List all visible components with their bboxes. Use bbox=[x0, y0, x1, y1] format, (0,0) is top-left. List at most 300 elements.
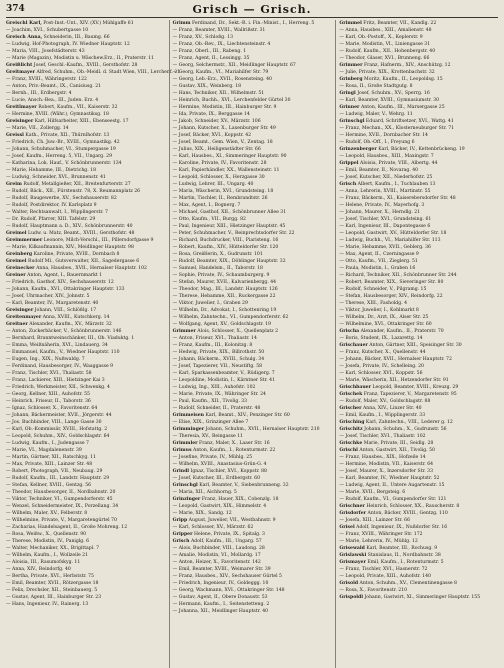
directory-entry bbox=[6, 202, 165, 209]
entry-details: Aloisia, Private, VIII., Albertg. 44 bbox=[360, 161, 438, 166]
directory-entry bbox=[339, 104, 498, 111]
entry-details: Ferdinand, Dr., Sekt.-R. i. Fin.-Minist., I., Herreng. 5 bbox=[191, 21, 315, 26]
directory-entry bbox=[339, 363, 498, 370]
directory-entry bbox=[339, 440, 498, 447]
entry-details: Anton, Bäcker, XVIII., Gentzg. 110 bbox=[367, 511, 448, 516]
entry-details: — Wilhelm, XVIII., Anastasius-Grün-G. 4 bbox=[172, 462, 267, 467]
entry-details: — Anton, Heizer, X., Favoritenstr. 142 bbox=[172, 560, 261, 565]
entry-details: — Marie, VII., Zollergg. 14 bbox=[6, 126, 69, 131]
directory-entry bbox=[173, 167, 332, 174]
directory-entry bbox=[173, 41, 332, 48]
entry-details: — Josef, Bäcker, XVI., Koppstr. 42 bbox=[172, 133, 252, 138]
directory-entry bbox=[173, 321, 332, 328]
entry-details: — Robert, Kaufm., XIV., Hütteldorfer Str. 120 bbox=[172, 245, 279, 250]
entry-details: — Anna, Hausbes., XIII., Amalienstr. 48 bbox=[339, 28, 432, 33]
directory-entry bbox=[173, 132, 332, 139]
entry-details: — Franz, Bäckerm., XI., Kaiserebersdorfer Str. 48 bbox=[339, 196, 456, 201]
directory-entry bbox=[173, 510, 332, 517]
entry-details: — Boris, Student, IX., Lazarettg. 14 bbox=[339, 336, 423, 341]
entry-details: — Emil, Beamter, XVII., Rötzergasse 18 bbox=[6, 581, 99, 586]
entry-surname: Grinzenberger bbox=[339, 147, 377, 152]
directory-entry bbox=[173, 363, 332, 370]
entry-details: — Georg, Kaufm., VI., Mariahilfer Str. 79 bbox=[172, 70, 269, 75]
entry-details: — Leopold, Private, XIII., Auhofstr. 140 bbox=[339, 574, 431, 579]
entry-surname: Grismayer bbox=[339, 560, 366, 565]
entry-details: — Josefa, Private, IV., Schelleing. 20 bbox=[339, 364, 424, 369]
entry-details: — Max, Agent, II., Czerningasse 9 bbox=[339, 252, 419, 257]
entry-details: — Ludwig, Schneider, XVI., Brunnenstr. 41 bbox=[6, 175, 106, 180]
entry-details: — Bertha, Private, XVI., Herbststr. 75 bbox=[6, 574, 94, 579]
directory-entry bbox=[173, 594, 332, 601]
entry-details: — Therese, Modistin, IV., Paniglg. 6 bbox=[6, 539, 90, 544]
directory-entry bbox=[173, 48, 332, 55]
directory-entry bbox=[173, 405, 332, 412]
entry-details: — Maria, XII., Aichhorng. 5 bbox=[172, 490, 237, 495]
entry-details: — Marie, Wäscherin, XII., Hetzendorfer Str. 91 bbox=[339, 378, 449, 383]
entry-details: Anna, XVIII., Kutschkerg. 14 bbox=[42, 315, 110, 320]
directory-entry bbox=[173, 202, 332, 209]
entry-surname: Greitlmayer bbox=[6, 105, 37, 110]
directory-entry bbox=[173, 195, 332, 202]
entry-details: Anton, Kaufm., III., Marxergasse 25 bbox=[360, 105, 445, 110]
directory-entry bbox=[6, 230, 165, 237]
entry-details: — Franz, Hausbes., XIV., Sechshauser Gürtel 5 bbox=[172, 574, 282, 579]
column-right bbox=[335, 20, 498, 668]
entry-details: — Viktor, Techniker, VI., Gumpendorferstr. 45 bbox=[6, 497, 113, 502]
directory-entry bbox=[339, 55, 498, 62]
directory-entry bbox=[339, 356, 498, 363]
entry-details: — Friedrich, Werkmeister, XII., Schwenkg. 4 bbox=[6, 385, 110, 390]
entry-details: — Max, Private, XIII., Lainzer Str. 48 bbox=[6, 462, 93, 467]
entry-surname: Greimel bbox=[6, 231, 27, 236]
entry-details: — Leopoldine, Modistin, I., Kärntner Str. 41 bbox=[172, 378, 276, 383]
directory-entry bbox=[339, 202, 498, 209]
directory-entry bbox=[6, 545, 165, 552]
entry-details: — Franz, Kutscher, X., Quellenstr. 44 bbox=[339, 350, 426, 355]
directory-entry bbox=[339, 293, 498, 300]
entry-details: — Marie, Lehrerin, IV., Mühlg. 12 bbox=[339, 539, 418, 544]
directory-entry bbox=[6, 216, 165, 223]
entry-surname: Grischek bbox=[339, 392, 363, 397]
entry-surname: Greisch Anna, bbox=[6, 35, 43, 40]
entry-details: — Ida, Private, IX., Berggasse 14 bbox=[172, 112, 250, 117]
entry-details: — Rudolf, Maler, XV., Goldschlagstr. 88 bbox=[339, 399, 431, 404]
directory-entry bbox=[339, 552, 498, 559]
directory-entry bbox=[173, 300, 332, 307]
directory-entry bbox=[6, 76, 165, 83]
entry-details: — Rosa, X., Favoritenstr. 210 bbox=[339, 588, 408, 593]
entry-details: — Johann, Maurer, X., Herndlg. 21 bbox=[339, 210, 421, 215]
entry-surname: Greim bbox=[6, 182, 22, 187]
directory-entry bbox=[173, 538, 332, 545]
entry-surname: Grimmer bbox=[172, 329, 196, 334]
directory-entry bbox=[173, 503, 332, 510]
entry-details: Karl, Beamt., XIV., Penzinger Str. 60 bbox=[205, 413, 290, 418]
directory-entry bbox=[173, 433, 332, 440]
entry-details: — Theodor, Hausbesorger, II., Nordbahnstr. 20 bbox=[6, 490, 116, 495]
entry-details: — Joachim, XVI., Schubertgasse 10 bbox=[6, 28, 89, 33]
directory-entry bbox=[173, 559, 332, 566]
directory-entry bbox=[339, 566, 498, 573]
entry-details: — Hedwig, Private, XIX., Billrothstr. 50 bbox=[172, 350, 265, 355]
entry-details: — Johann, Kaufm., XVI., Ottakringer Hauptstr. 133 bbox=[6, 287, 125, 292]
entry-details: Karl, Beamter, III., Rochusg. 9 bbox=[366, 546, 438, 551]
entry-details: Franz, Hafnerm., XIV., Anschützg. 12 bbox=[363, 63, 451, 68]
entry-details: — Wilhelm, Dr., Arzt, IX., Alser Str. 25 bbox=[339, 315, 429, 320]
entry-details: Josef, Geschl.-Kaufm., XVIII., Gersthofstr. 28 bbox=[33, 63, 138, 68]
directory-entry bbox=[173, 62, 332, 69]
running-head: Grisch — Grisch. bbox=[192, 3, 312, 16]
directory-entry bbox=[173, 482, 332, 489]
entry-details: — Marie, Kilkaufmannin, XIV., Meidlinger Hauptstr. 98 bbox=[6, 245, 134, 250]
entry-details: — Katharina, Lok. Hauf., V. Schönbrunnerstr. 134 bbox=[6, 161, 122, 166]
entry-details: — Rudolf, Baugewerbe, XV., Sechshauserstr. 82 bbox=[6, 196, 117, 201]
entry-details: — Johann, Kutscher, X., Laxenburger Str. 49 bbox=[172, 126, 276, 131]
entry-surname: Greißlicht bbox=[6, 63, 33, 68]
entry-details: — Leopold, Hausbes., XIII., Maxingstr. 7 bbox=[339, 154, 434, 159]
entry-surname: Grischer bbox=[339, 406, 362, 411]
entry-details: — Emil, Beamter, II., Novarag. 40 bbox=[339, 168, 419, 173]
entry-details: — Karl, Beamter, IV., Wiedner Hauptstr. 52 bbox=[339, 476, 440, 481]
directory-entry bbox=[173, 272, 332, 279]
directory-entry bbox=[173, 251, 332, 258]
directory-entry bbox=[339, 405, 498, 412]
entry-details: — Franz, XVIII., Währingerstr. 122 bbox=[6, 77, 87, 82]
entry-details: — Marie (Magazin), Modistin u. Wäschew.Erz., II., Praterstr. 11 bbox=[6, 56, 154, 61]
directory-entry bbox=[6, 391, 165, 398]
directory-entry bbox=[339, 132, 498, 139]
entry-details: Josef, Schuhm., XV., Sperrg. 16 bbox=[357, 91, 430, 96]
directory-entry bbox=[6, 265, 165, 272]
directory-entry bbox=[173, 90, 332, 97]
directory-entry bbox=[173, 419, 332, 426]
directory-entry bbox=[6, 489, 165, 496]
entry-details: — Franz, Lackierer, XIII., Hietzinger Kai 3 bbox=[6, 378, 105, 383]
entry-details: — Marie, XIX., Sandg. 12 bbox=[172, 511, 232, 516]
entry-details: — Rudolf, Kaufm., VI., Gumpendorfer Str. 121 bbox=[339, 497, 447, 502]
directory-entry bbox=[173, 27, 332, 34]
directory-entry bbox=[173, 111, 332, 118]
entry-details: — Franz, Mechan., XX., Klosterneuburger Str. 71 bbox=[339, 126, 455, 131]
entry-details: — Robert, Beamter, XIX., Sieveringer Str. 80 bbox=[339, 280, 444, 285]
directory-entry bbox=[6, 188, 165, 195]
entry-details: — Rudolf, Beamter, XIX., Döblinger Hauptstr. 32 bbox=[172, 259, 286, 264]
entry-details: — Otto, Kaufm., VII., Zieglerg. 51 bbox=[339, 259, 418, 264]
directory-entry bbox=[173, 258, 332, 265]
directory-entry bbox=[173, 461, 332, 468]
entry-details: Eduard, Schriftsetzer, XVI., Wattg. 41 bbox=[365, 119, 454, 124]
entry-surname: Grinzinger bbox=[172, 497, 201, 502]
entry-details: — Wilhelmine, Private, V., Margaretengürtel 70 bbox=[6, 518, 117, 523]
entry-surname: Grimmer bbox=[339, 63, 363, 68]
directory-entry bbox=[173, 20, 332, 27]
entry-surname: Grinberg bbox=[339, 77, 363, 82]
entry-details: — Rudolf, Bäck., XII., Fürstenstr. 78, X. Reumannplatz 26 bbox=[6, 189, 141, 194]
entry-details: — Leopold, Gastwirt, XIX., Himmelstr. 4 bbox=[172, 504, 267, 509]
directory-entry bbox=[339, 265, 498, 272]
directory-entry bbox=[339, 62, 498, 69]
entry-surname: Grinschgl bbox=[172, 483, 198, 488]
directory-entry bbox=[6, 181, 165, 188]
entry-details: — Karl, Hausbes., XI., Simmeringer Hauptstr. 90 bbox=[172, 154, 287, 159]
entry-details: — Marie, VI., Magdalenenstr. 39 bbox=[6, 448, 82, 453]
directory-entry bbox=[6, 104, 165, 111]
directory-entry bbox=[339, 489, 498, 496]
directory-entry bbox=[339, 195, 498, 202]
directory-entry bbox=[6, 552, 165, 559]
directory-entry bbox=[339, 475, 498, 482]
entry-details: — Viktor, Juwelier, I., Graben 29 bbox=[172, 301, 248, 306]
entry-details: — Theresia, XV., Beingasse 11 bbox=[172, 434, 243, 439]
directory-entry bbox=[6, 237, 165, 244]
entry-details: Rudolf Ml., Gutsverwalter, XII., Sagedergasse 6 bbox=[28, 259, 140, 264]
entry-details: — Anton, Friseur, XVI., Thaliastr. 14 bbox=[172, 336, 257, 341]
entry-details: — Bernhard, Branntweinschänker, III., Ob. Viaduktg. 1 bbox=[6, 336, 135, 341]
entry-details: — Hans, Techniker, XII., Wilhelmstr. 51 bbox=[172, 91, 265, 96]
directory-entry bbox=[6, 510, 165, 517]
directory-entry bbox=[173, 496, 332, 503]
entry-details: Leonore, Milch-Verschl., III., Pillersdorfgasse 9 bbox=[43, 238, 154, 243]
entry-details: — Franz, Beamter, XVIII., Wallrißstr. 31 bbox=[172, 28, 266, 33]
entry-details: — Josef, Kutscher, III., Erdbergstr. 60 bbox=[172, 476, 260, 481]
directory-entry bbox=[6, 111, 165, 118]
entry-surname: Greitmayer bbox=[6, 70, 35, 75]
entry-surname: Greischl Karl, bbox=[6, 21, 42, 26]
directory-entry bbox=[339, 146, 498, 153]
entry-details: — Ludwig, Ing., XIII., Auhofstr. 102 bbox=[172, 385, 256, 390]
entry-details: — Franz, Ob.-Rev., IX., Liechtensteinstr. 4 bbox=[172, 42, 271, 47]
entry-details: — Rosa, Weißw., X., Quellenstr. 90 bbox=[6, 532, 87, 537]
directory-entry bbox=[6, 97, 165, 104]
directory-entry bbox=[173, 216, 332, 223]
entry-details: Kath., Private, XII., Thürnlhofstr. 13 bbox=[25, 133, 110, 138]
directory-entry bbox=[6, 314, 165, 321]
entry-details: — Ludwig, Buchh., VI., Mariahilfer Str. 113 bbox=[339, 238, 441, 243]
directory-entry bbox=[173, 265, 332, 272]
directory-entry bbox=[173, 468, 332, 475]
directory-entry bbox=[173, 244, 332, 251]
directory-entry bbox=[339, 160, 498, 167]
entry-details: — Ludwig, Kaufm., I., Judengasse 7 bbox=[6, 441, 89, 446]
directory-entry bbox=[339, 594, 498, 601]
directory-entry bbox=[173, 139, 332, 146]
entry-details: Ludw. u. Matz, Beamt., XVIII., Gersthofstr. 48 bbox=[28, 231, 135, 236]
entry-surname: Greitner bbox=[6, 322, 28, 327]
entry-details: — Martin, Gärtner, XII., Ratschkyg. 11 bbox=[6, 455, 97, 460]
entry-details: — Ludwig, Lehrer, III., Ungarg. 40 bbox=[172, 182, 254, 187]
entry-details: — Georg, Kellner, XIII., Auhofstr. 55 bbox=[6, 392, 90, 397]
directory-columns bbox=[6, 20, 498, 668]
entry-details: Moritz, Kaufm., II., Leopoldsg. 15 bbox=[364, 77, 443, 82]
directory-entry bbox=[173, 524, 332, 531]
directory-entry bbox=[339, 426, 498, 433]
directory-entry bbox=[339, 314, 498, 321]
directory-entry bbox=[339, 216, 498, 223]
entry-details: — Josefine, Private, IV., Mühlg. 25 bbox=[172, 455, 253, 460]
directory-entry bbox=[339, 48, 498, 55]
directory-entry bbox=[339, 496, 498, 503]
entry-details: — Friedrich, Gasthof, XIV., Sechshauserstr. 12 bbox=[6, 280, 114, 285]
entry-details: — Theodor, Glaser, XVI., Brunneng. 66 bbox=[339, 56, 430, 61]
directory-entry bbox=[173, 412, 332, 419]
entry-details: — Viktor, Juwelier, I., Kohlmarkt 8 bbox=[339, 308, 419, 313]
entry-details: — Zacharias, Handelsagent, II., Große Mohreng. 12 bbox=[6, 525, 128, 530]
directory-entry bbox=[339, 300, 498, 307]
entry-details: — Gustav, Agent, II., Obere Donaustr. 53 bbox=[172, 595, 268, 600]
entry-details: Alexander, Kaufm., II., Praterstr. 70 bbox=[360, 329, 444, 334]
directory-entry bbox=[173, 545, 332, 552]
entry-details: — Johann, Bäckermeister, XVII., Jörgerstr. 44 bbox=[6, 413, 112, 418]
directory-entry bbox=[6, 419, 165, 426]
directory-entry bbox=[339, 433, 498, 440]
directory-entry bbox=[339, 34, 498, 41]
entry-details: — Friedrich, Ingenieur, IV., Goldeggg. 10 bbox=[172, 581, 269, 586]
directory-entry bbox=[173, 454, 332, 461]
entry-details: Albert, Kaufm., I., Tuchlauben 13 bbox=[357, 182, 436, 187]
directory-entry bbox=[339, 181, 498, 188]
entry-details: — Ludwig, Maler, V., Wehrg. 11 bbox=[339, 112, 413, 117]
entry-surname: Grippel bbox=[339, 161, 359, 166]
entry-details: — Emma, Weißnäherin, XVI., Lindauerg. 34 bbox=[6, 343, 108, 348]
entry-surname: Grinner bbox=[339, 105, 360, 110]
directory-entry bbox=[173, 475, 332, 482]
directory-entry bbox=[173, 125, 332, 132]
entry-details: — Rosa, II., Große Stadtgutg. 8 bbox=[339, 84, 413, 89]
directory-entry bbox=[173, 286, 332, 293]
directory-entry bbox=[6, 286, 165, 293]
directory-entry bbox=[339, 230, 498, 237]
entry-details: — Rudolf, Schneider, V., Pilgramg. 15 bbox=[339, 287, 427, 292]
entry-surname: Grimmel bbox=[339, 21, 362, 26]
entry-details: — Julie, Private, XIX., Krottenbachstr. 32 bbox=[339, 70, 435, 75]
entry-details: — Heinrich, Friseur, II., Taborstr. 36 bbox=[6, 399, 91, 404]
directory-entry bbox=[339, 209, 498, 216]
directory-entry bbox=[173, 104, 332, 111]
entry-details: — Max, Agent, I., Bognerg. 7 bbox=[172, 203, 241, 208]
entry-surname: Grisching bbox=[339, 420, 365, 425]
entry-details: — Martin, Tischler, II., Rembrandtstr. 26 bbox=[172, 196, 268, 201]
directory-entry bbox=[339, 307, 498, 314]
entry-details: — Franz, Oberl., III., Rabeng. 1 bbox=[172, 49, 247, 54]
directory-entry bbox=[339, 153, 498, 160]
directory-entry bbox=[173, 377, 332, 384]
directory-entry bbox=[339, 76, 498, 83]
entry-details: Adolf, Ingenieur, IX., Nußdorfer Str. 16 bbox=[356, 525, 448, 530]
entry-details: — Sophie, Private, IV., Schaumburgerg. 9 bbox=[172, 273, 270, 278]
entry-details: — Emmanuel, Kaufm., V., Wiedner Hauptstr. 110 bbox=[6, 350, 120, 355]
entry-surname: Gripp bbox=[172, 518, 188, 523]
entry-details: — Franz, XVIII., Währinger Str. 172 bbox=[339, 532, 423, 537]
entry-details: Stanislaus, II., Nordbahnstr. 38 bbox=[367, 553, 441, 558]
entry-surname: Greisinger bbox=[6, 119, 34, 124]
entry-details: Post-Inst.-Unt., XIV. (XV.) Mühlgaffe 61 bbox=[43, 21, 134, 26]
entry-details: — Hermine, XVII., Dornbacher Str. 14 bbox=[339, 133, 428, 138]
directory-entry bbox=[173, 188, 332, 195]
directory-entry bbox=[6, 83, 165, 90]
entry-details: — Michael, Gasthof, XII., Schönbrunner Allee 31 bbox=[172, 210, 287, 215]
entry-details: Emil, Kaufm., I., Rotenturmstr. 5 bbox=[367, 560, 444, 565]
directory-entry bbox=[6, 433, 165, 440]
entry-details: — Helene, Private, IV., Mayerhofg. 3 bbox=[339, 203, 425, 208]
entry-details: — Josef, Uhrmacher, XIV., Johnstr. 5 bbox=[6, 294, 90, 299]
entry-details: — Rudolf, Hauptmann a. D., XIV., Schönbrunnerstr. 40 bbox=[6, 224, 133, 229]
entry-details: — Marie, Hebamme, III., Dietrichg. 18 bbox=[6, 168, 96, 173]
directory-entry bbox=[6, 454, 165, 461]
directory-entry bbox=[6, 587, 165, 594]
directory-entry bbox=[6, 293, 165, 300]
entry-details: — Karl, Beamter, IV., Margaretenstr. 40 bbox=[6, 301, 99, 306]
directory-entry bbox=[339, 587, 498, 594]
directory-entry bbox=[6, 594, 165, 601]
entry-details: — Rudolf, Ob.-Off., I., Freyung 6 bbox=[339, 140, 415, 145]
entry-details: Franz, Tapezierer, V., Margaretenstr. 95 bbox=[363, 392, 457, 397]
directory-entry bbox=[6, 209, 165, 216]
directory-entry bbox=[339, 125, 498, 132]
directory-entry bbox=[339, 258, 498, 265]
entry-surname: Grinschgl bbox=[339, 119, 365, 124]
entry-surname: Grischner bbox=[339, 504, 365, 509]
entry-details: — Anton, Priv.-Beamt., IX., Canisiusg. 21 bbox=[6, 84, 102, 89]
entry-details: — Franz, Tischler, XVI., Thaliastr. 58 bbox=[6, 371, 92, 376]
directory-entry bbox=[6, 538, 165, 545]
directory-entry bbox=[339, 223, 498, 230]
directory-entry bbox=[339, 20, 498, 27]
directory-entry bbox=[173, 440, 332, 447]
directory-entry bbox=[339, 545, 498, 552]
directory-entry bbox=[6, 440, 165, 447]
entry-details: Marie, Private, III., Seidlg. 28 bbox=[363, 441, 434, 446]
directory-entry bbox=[6, 90, 165, 97]
directory-entry bbox=[339, 391, 498, 398]
entry-details: — Josef, Beamt., Gem. Wien, V., Zentag. 18 bbox=[172, 140, 273, 145]
entry-details: — Dr. Rudolf, Pfarrer, XIII. Tafelstr. 29 bbox=[6, 217, 96, 222]
directory-entry bbox=[173, 174, 332, 181]
directory-entry bbox=[6, 34, 165, 41]
entry-details: — Eugen, Ing., XIX., Nußwaldg. 7 bbox=[6, 357, 85, 362]
directory-entry bbox=[173, 69, 332, 76]
entry-surname: Greiner bbox=[6, 273, 26, 278]
entry-details: Johann, Schuhm., X., Gudrunstr. 56 bbox=[364, 427, 447, 432]
entry-surname: Grischbauer bbox=[339, 385, 372, 390]
entry-details: — Josef, Tischler, XVI., Grundsteing. 61 bbox=[339, 217, 432, 222]
directory-entry bbox=[339, 97, 498, 104]
directory-entry bbox=[6, 55, 165, 62]
directory-entry bbox=[173, 34, 332, 41]
entry-surname: Gripper bbox=[172, 532, 193, 537]
directory-entry bbox=[6, 27, 165, 34]
directory-entry bbox=[6, 195, 165, 202]
entry-details: Anna, Hausbes., XVII., Hernalser Hauptstr. 102 bbox=[36, 266, 147, 271]
entry-details: Karl, Zahntechn., VIII., Lederer g. 12 bbox=[365, 420, 453, 425]
entry-details: — Walter, Mechaniker, XX., Brigittapl. 7 bbox=[6, 546, 100, 551]
directory-entry bbox=[173, 230, 332, 237]
entry-details: — Aloisia, III., Rasumofskyg. 11 bbox=[6, 560, 81, 565]
entry-details: Karl, Hilfsarbeiter, XIII., Ebenseestg. 17 bbox=[34, 119, 129, 124]
entry-details: — Karl, Papierhändler, XX., Wallensteinstr. 11 bbox=[172, 168, 280, 173]
directory-entry bbox=[339, 237, 498, 244]
entry-details: — Theodor, Mag., III., Landstr. Hauptstr. 126 bbox=[172, 287, 278, 292]
entry-surname: Grisdorfer bbox=[339, 511, 367, 516]
directory-entry bbox=[6, 146, 165, 153]
directory-entry bbox=[173, 223, 332, 230]
directory-entry bbox=[6, 125, 165, 132]
entry-details: Anton, Kaufm., I., Rotenturmstr. 22 bbox=[193, 448, 276, 453]
entry-details: — Walter, Rechtsanwalt, I., Wipplingerstr. 7 bbox=[6, 210, 108, 215]
directory-entry bbox=[6, 62, 165, 69]
entry-details: — Johann, Bäckerm., XVIII., Schulg. 34 bbox=[172, 357, 265, 362]
entry-details: Johann, VIII., Schlößlg. 17 bbox=[34, 308, 97, 313]
directory-entry bbox=[6, 41, 165, 48]
